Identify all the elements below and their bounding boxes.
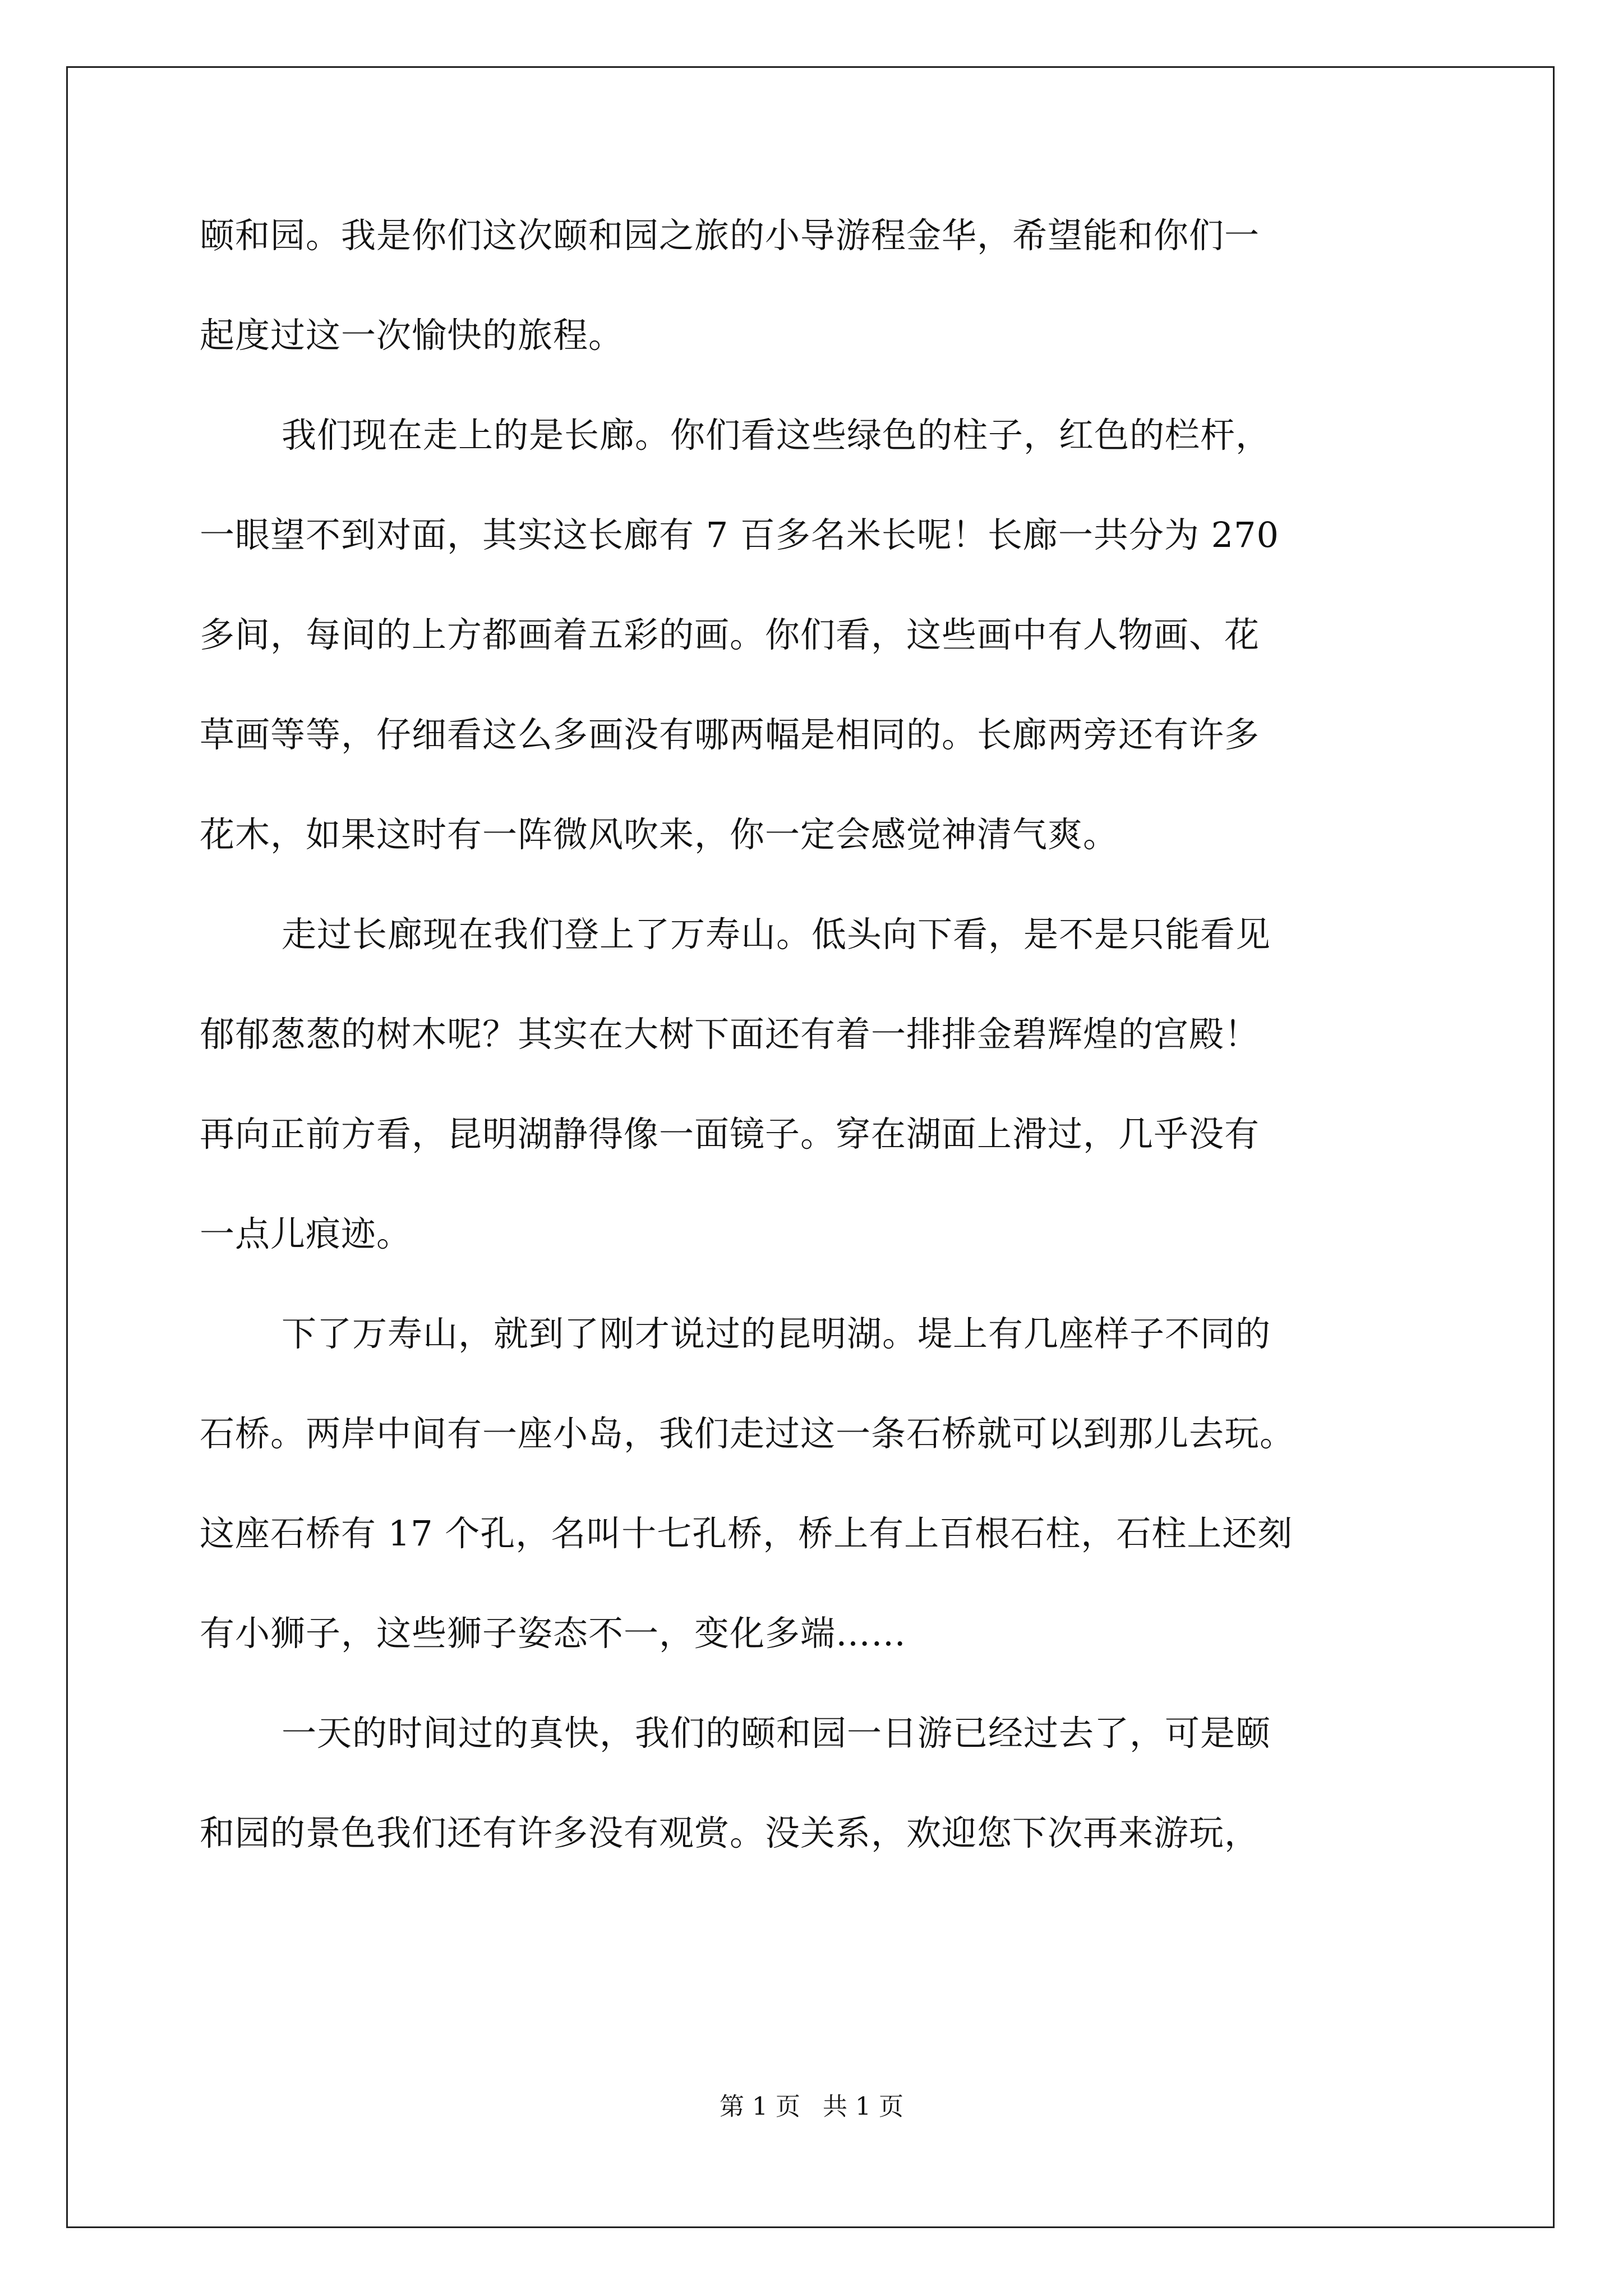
text-line: 这座石桥有 17 个孔，名叫十七孔桥，桥上有上百根石柱，石柱上还刻 bbox=[200, 1513, 1293, 1554]
text-line: 一眼望不到对面，其实这长廊有 7 百多名米长呢！长廊一共分为 270 bbox=[200, 514, 1279, 555]
text-line: 有小狮子，这些狮子姿态不一，变化多端…… bbox=[200, 1613, 907, 1654]
text-line: 郁郁葱葱的树木呢？其实在大树下面还有着一排排金碧辉煌的宫殿！ bbox=[200, 1014, 1260, 1055]
text-line: 和园的景色我们还有许多没有观赏。没关系，欢迎您下次再来游玩， bbox=[200, 1812, 1260, 1853]
text-line: 多间，每间的上方都画着五彩的画。你们看，这些画中有人物画、花 bbox=[200, 614, 1260, 655]
page-total: 共 1 页 bbox=[823, 2092, 903, 2121]
text-line: 石桥。两岸中间有一座小岛，我们走过这一条石桥就可以到那儿去玩。 bbox=[200, 1413, 1295, 1454]
text-line: 一点儿痕迹。 bbox=[200, 1213, 412, 1254]
text-line: 花木，如果这时有一阵微风吹来，你一定会感觉神清气爽。 bbox=[200, 814, 1119, 855]
text-line: 草画等等，仔细看这么多画没有哪两幅是相同的。长廊两旁还有许多 bbox=[200, 714, 1260, 755]
text-line: 颐和园。我是你们这次颐和园之旅的小导游程金华，希望能和你们一 bbox=[200, 215, 1260, 256]
text-line: 起度过这一次愉快的旅程。 bbox=[200, 315, 624, 356]
paragraph-first-line: 走过长廊现在我们登上了万寿山。低头向下看，是不是只能看见 bbox=[282, 914, 1271, 955]
page-number: 第 1 页 bbox=[720, 2092, 800, 2121]
paragraph-first-line: 我们现在走上的是长廊。你们看这些绿色的柱子，红色的栏杆， bbox=[282, 415, 1271, 455]
paragraph-first-line: 一天的时间过的真快，我们的颐和园一日游已经过去了，可是颐 bbox=[282, 1713, 1271, 1754]
paragraph-first-line: 下了万寿山，就到了刚才说过的昆明湖。堤上有几座样子不同的 bbox=[282, 1313, 1271, 1354]
text-line: 再向正前方看，昆明湖静得像一面镜子。穿在湖面上滑过，几乎没有 bbox=[200, 1114, 1260, 1154]
page-footer bbox=[0, 2091, 1623, 2123]
